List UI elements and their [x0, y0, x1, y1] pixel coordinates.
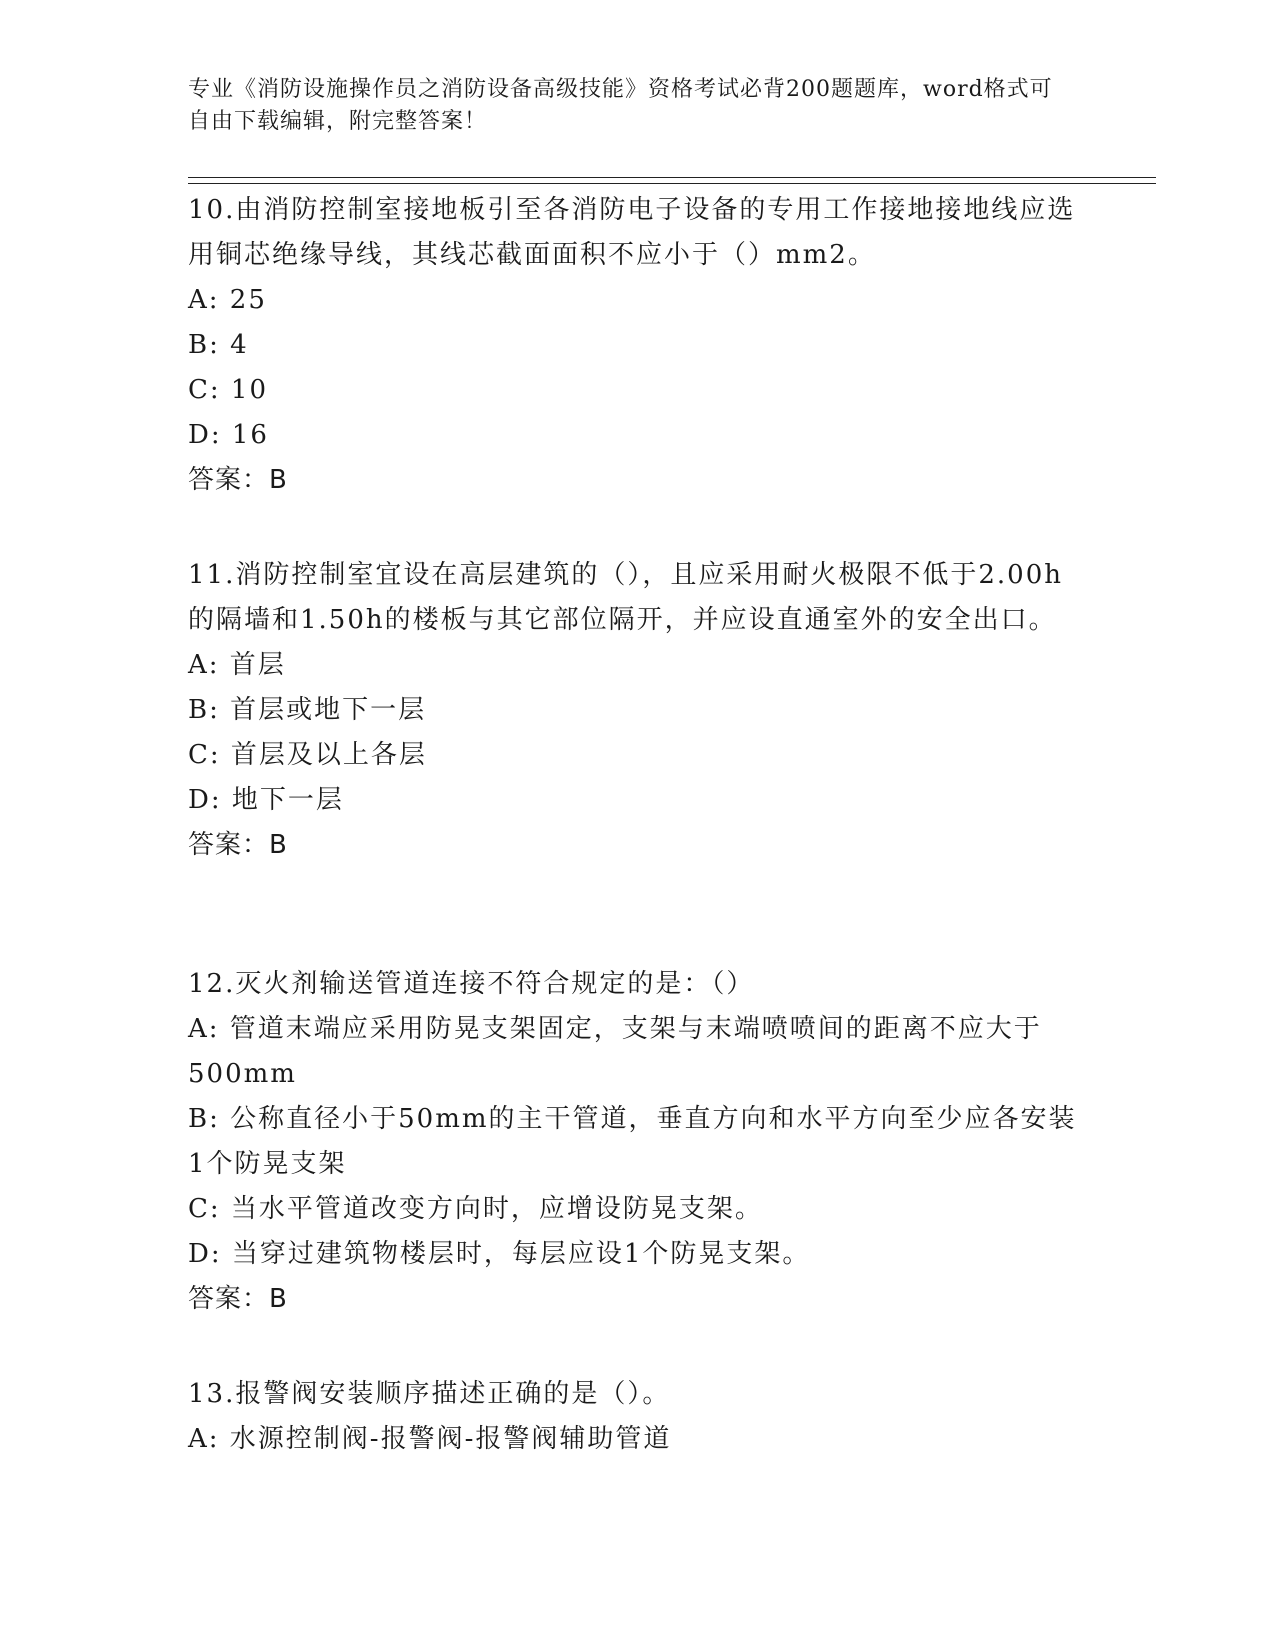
option-d: D: 16	[188, 420, 269, 450]
option-a: A: 首层	[188, 650, 286, 680]
option-c: C: 当水平管道改变方向时，应增设防晃支架。	[188, 1194, 763, 1224]
question-stem: 12.灭火剂输送管道连接不符合规定的是：（）	[188, 969, 755, 999]
answer: 答案：B	[188, 830, 288, 860]
option-a: A: 管道末端应采用防晃支架固定，支架与末端喷喷间的距离不应大于500mm	[188, 1014, 1042, 1089]
option-c: C: 首层及以上各层	[188, 740, 427, 770]
option-a: A: 水源控制阀-报警阀-报警阀辅助管道	[188, 1424, 672, 1454]
option-b: B: 首层或地下一层	[188, 695, 427, 725]
header-divider	[188, 183, 1156, 184]
question-13	[188, 1372, 1088, 1462]
question-11	[188, 553, 1088, 868]
question-12	[188, 962, 1088, 1322]
header-divider	[188, 177, 1156, 178]
question-stem: 13.报警阀安装顺序描述正确的是（）。	[188, 1379, 671, 1409]
document-header: 专业《消防设施操作员之消防设备高级技能》资格考试必背200题题库，word格式可自由下载编辑，附完整答案！	[188, 77, 1053, 134]
option-b: B: 公称直径小于50mm的主干管道，垂直方向和水平方向至少应各安装1个防晃支架	[188, 1104, 1077, 1179]
option-d: D: 当穿过建筑物楼层时，每层应设1个防晃支架。	[188, 1239, 811, 1269]
option-c: C: 10	[188, 375, 269, 405]
answer: 答案：B	[188, 1284, 288, 1314]
option-b: B: 4	[188, 330, 249, 360]
answer: 答案：B	[188, 465, 288, 495]
option-a: A: 25	[188, 285, 267, 315]
question-10	[188, 188, 1088, 503]
question-stem: 10.由消防控制室接地板引至各消防电子设备的专用工作接地接地线应选用铜芯绝缘导线，其线芯截面面积不应小于（）mm2。	[188, 195, 1076, 270]
option-d: D: 地下一层	[188, 785, 344, 815]
question-stem: 11.消防控制室宜设在高层建筑的（），且应采用耐火极限不低于2.00h的隔墙和1.50h的楼板与其它部位隔开，并应设直通室外的安全出口。	[188, 560, 1063, 635]
